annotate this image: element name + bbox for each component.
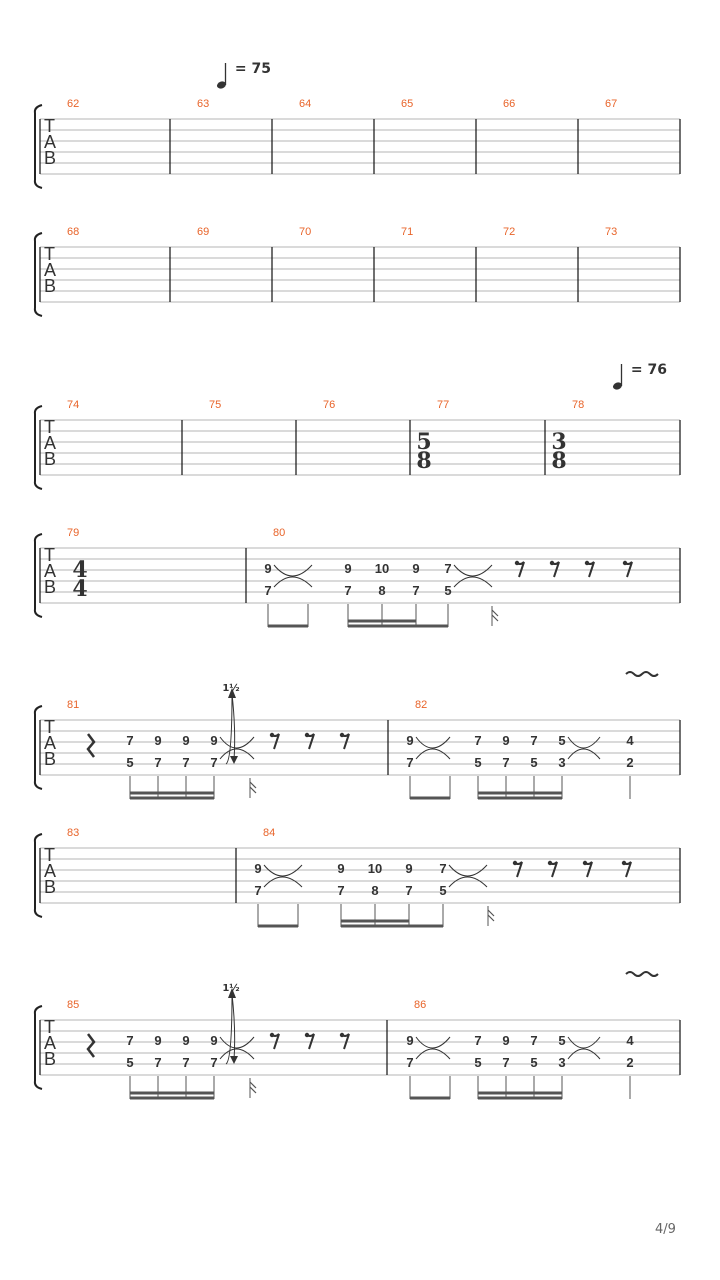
tab-clef-letter: B — [44, 749, 57, 769]
system-bracket — [35, 233, 42, 316]
tab-clef-letter: B — [44, 148, 57, 168]
tab-clef-letter: T — [44, 845, 55, 865]
tempo-marking-1 — [216, 61, 271, 91]
fret-number: 7 — [405, 883, 413, 898]
fret-number: 5 — [558, 733, 566, 748]
fret-number: 5 — [530, 755, 538, 770]
fret-number: 9 — [406, 1033, 414, 1048]
fret-number: 7 — [210, 1055, 218, 1070]
fret-number: 7 — [530, 1033, 538, 1048]
measure-number: 66 — [503, 98, 516, 110]
tie-arc — [416, 749, 450, 759]
tab-clef-letter: B — [44, 449, 57, 469]
tie-arc — [416, 1049, 450, 1059]
fret-number: 2 — [626, 1055, 634, 1070]
fret-number: 9 — [264, 561, 272, 576]
time-signature-denominator: 8 — [416, 448, 432, 474]
fret-number: 7 — [254, 883, 262, 898]
tab-clef-letter: A — [44, 733, 57, 753]
fret-number: 5 — [439, 883, 447, 898]
fret-number: 7 — [412, 583, 420, 598]
tab-clef-letter: B — [44, 276, 57, 296]
eighth-rest-dot — [583, 861, 587, 865]
measure-number: 63 — [197, 98, 210, 110]
measure-number: 68 — [67, 226, 80, 238]
tempo-value: = 75 — [234, 61, 271, 77]
eighth-rest-dot — [623, 561, 627, 565]
fret-number: 3 — [558, 755, 566, 770]
eighth-rest-dot — [515, 561, 519, 565]
release-arrowhead — [230, 1056, 238, 1064]
system-bracket — [35, 534, 42, 617]
bend-amount: 1½ — [222, 983, 240, 994]
note-flag — [250, 1082, 256, 1093]
tab-clef-letter: T — [44, 244, 55, 264]
vibrato-mark — [626, 972, 658, 976]
fret-number: 7 — [474, 1033, 482, 1048]
measure-number: 69 — [197, 226, 210, 238]
fret-number: 5 — [126, 1055, 134, 1070]
tab-clef-letter: T — [44, 545, 55, 565]
quarter-rest — [88, 1034, 94, 1057]
fret-number: 7 — [337, 883, 345, 898]
system-bracket — [35, 105, 42, 188]
system-bracket — [35, 406, 42, 489]
fret-number: 9 — [337, 861, 345, 876]
tie-arc — [568, 749, 600, 759]
measure-number: 83 — [67, 827, 80, 839]
tab-system — [35, 672, 680, 799]
quarter-rest — [88, 734, 94, 757]
fret-number: 9 — [412, 561, 420, 576]
fret-number: 7 — [182, 1055, 190, 1070]
measure-number: 62 — [67, 98, 80, 110]
tie-arc — [274, 577, 312, 587]
tab-clef-letter: A — [44, 132, 57, 152]
fret-number: 5 — [474, 1055, 482, 1070]
measure-number: 70 — [299, 226, 312, 238]
fret-number: 5 — [558, 1033, 566, 1048]
release-arrowhead — [230, 756, 238, 764]
measure-number: 79 — [67, 527, 80, 539]
fret-number: 5 — [444, 583, 452, 598]
system-bracket — [35, 706, 42, 789]
measure-number: 86 — [414, 999, 427, 1011]
time-signature-denominator: 8 — [551, 448, 567, 474]
fret-number: 7 — [474, 733, 482, 748]
tab-clef-letter: T — [44, 417, 55, 437]
measure-number: 82 — [415, 699, 428, 711]
eighth-rest-dot — [513, 861, 517, 865]
tab-clef-letter: A — [44, 1033, 57, 1053]
tab-clef-letter: T — [44, 1017, 55, 1037]
measure-number: 71 — [401, 226, 414, 238]
eighth-rest-dot — [622, 861, 626, 865]
measure-number: 73 — [605, 226, 618, 238]
fret-number: 9 — [154, 733, 162, 748]
tab-clef-letter: A — [44, 433, 57, 453]
tab-clef-letter: B — [44, 577, 57, 597]
fret-number: 10 — [367, 861, 383, 876]
fret-number: 10 — [374, 561, 390, 576]
time-signature-numerator: 5 — [416, 429, 432, 455]
tab-clef-letter: A — [44, 260, 57, 280]
fret-number: 9 — [210, 733, 218, 748]
tie-arc — [264, 877, 302, 887]
fret-number: 8 — [378, 583, 386, 598]
tab-system — [35, 527, 680, 627]
measure-number: 85 — [67, 999, 80, 1011]
tab-clef-letter: A — [44, 861, 57, 881]
measure-number: 78 — [572, 399, 585, 411]
fret-number: 9 — [210, 1033, 218, 1048]
tab-system — [35, 972, 680, 1099]
fret-number: 7 — [126, 733, 134, 748]
fret-number: 5 — [474, 755, 482, 770]
measure-number: 75 — [209, 399, 222, 411]
tab-system — [35, 399, 680, 489]
time-signature-numerator: 4 — [72, 557, 88, 583]
tab-system — [35, 98, 680, 188]
eighth-rest-dot — [305, 1033, 309, 1037]
fret-number: 9 — [502, 733, 510, 748]
fret-number: 7 — [502, 755, 510, 770]
fret-number: 7 — [530, 733, 538, 748]
fret-number: 9 — [182, 733, 190, 748]
measure-number: 84 — [263, 827, 276, 839]
fret-number: 7 — [264, 583, 272, 598]
fret-number: 7 — [210, 755, 218, 770]
fret-number: 9 — [406, 733, 414, 748]
fret-number: 2 — [626, 755, 634, 770]
fret-number: 7 — [502, 1055, 510, 1070]
eighth-rest-dot — [340, 1033, 344, 1037]
fret-number: 7 — [406, 1055, 414, 1070]
tab-system — [35, 827, 680, 927]
fret-number: 5 — [530, 1055, 538, 1070]
eighth-rest-dot — [270, 1033, 274, 1037]
fret-number: 7 — [154, 755, 162, 770]
fret-number: 7 — [182, 755, 190, 770]
tempo-value: = 76 — [630, 362, 667, 378]
note-flag — [250, 782, 256, 793]
fret-number: 7 — [406, 755, 414, 770]
eighth-rest-dot — [270, 733, 274, 737]
eighth-rest-dot — [585, 561, 589, 565]
eighth-rest-dot — [340, 733, 344, 737]
fret-number: 9 — [502, 1033, 510, 1048]
quarter-note-icon — [216, 61, 230, 91]
fret-number: 5 — [126, 755, 134, 770]
fret-number: 7 — [444, 561, 452, 576]
fret-number: 9 — [182, 1033, 190, 1048]
fret-number: 4 — [626, 1033, 634, 1048]
tie-arc — [449, 877, 487, 887]
fret-number: 3 — [558, 1055, 566, 1070]
tab-clef-letter: B — [44, 1049, 57, 1069]
fret-number: 7 — [439, 861, 447, 876]
tab-clef-letter: T — [44, 116, 55, 136]
measure-number: 80 — [273, 527, 286, 539]
eighth-rest-dot — [548, 861, 552, 865]
measure-number: 72 — [503, 226, 516, 238]
fret-number: 9 — [154, 1033, 162, 1048]
measure-number: 81 — [67, 699, 80, 711]
quarter-note-icon — [612, 362, 626, 392]
tab-clef-letter: A — [44, 561, 57, 581]
measure-number: 65 — [401, 98, 414, 110]
tie-arc — [454, 577, 492, 587]
measure-number: 76 — [323, 399, 336, 411]
time-signature-numerator: 3 — [551, 429, 567, 455]
tie-arc — [568, 1049, 600, 1059]
fret-number: 7 — [154, 1055, 162, 1070]
fret-number: 7 — [126, 1033, 134, 1048]
bend-amount: 1½ — [222, 683, 240, 694]
vibrato-mark — [626, 672, 658, 676]
measure-number: 64 — [299, 98, 312, 110]
tab-system — [35, 226, 680, 316]
tab-clef-letter: B — [44, 877, 57, 897]
note-flag — [488, 910, 494, 921]
fret-number: 8 — [371, 883, 379, 898]
eighth-rest-dot — [550, 561, 554, 565]
tab-clef-letter: T — [44, 717, 55, 737]
fret-number: 9 — [344, 561, 352, 576]
measure-number: 67 — [605, 98, 618, 110]
note-flag — [492, 610, 498, 621]
time-signature-denominator: 4 — [72, 576, 88, 602]
fret-number: 9 — [405, 861, 413, 876]
page-number: 4/9 — [655, 1222, 676, 1237]
tempo-marking-2 — [612, 362, 667, 392]
fret-number: 4 — [626, 733, 634, 748]
system-bracket — [35, 1006, 42, 1089]
measure-number: 74 — [67, 399, 80, 411]
fret-number: 9 — [254, 861, 262, 876]
eighth-rest-dot — [305, 733, 309, 737]
system-bracket — [35, 834, 42, 917]
measure-number: 77 — [437, 399, 450, 411]
fret-number: 7 — [344, 583, 352, 598]
